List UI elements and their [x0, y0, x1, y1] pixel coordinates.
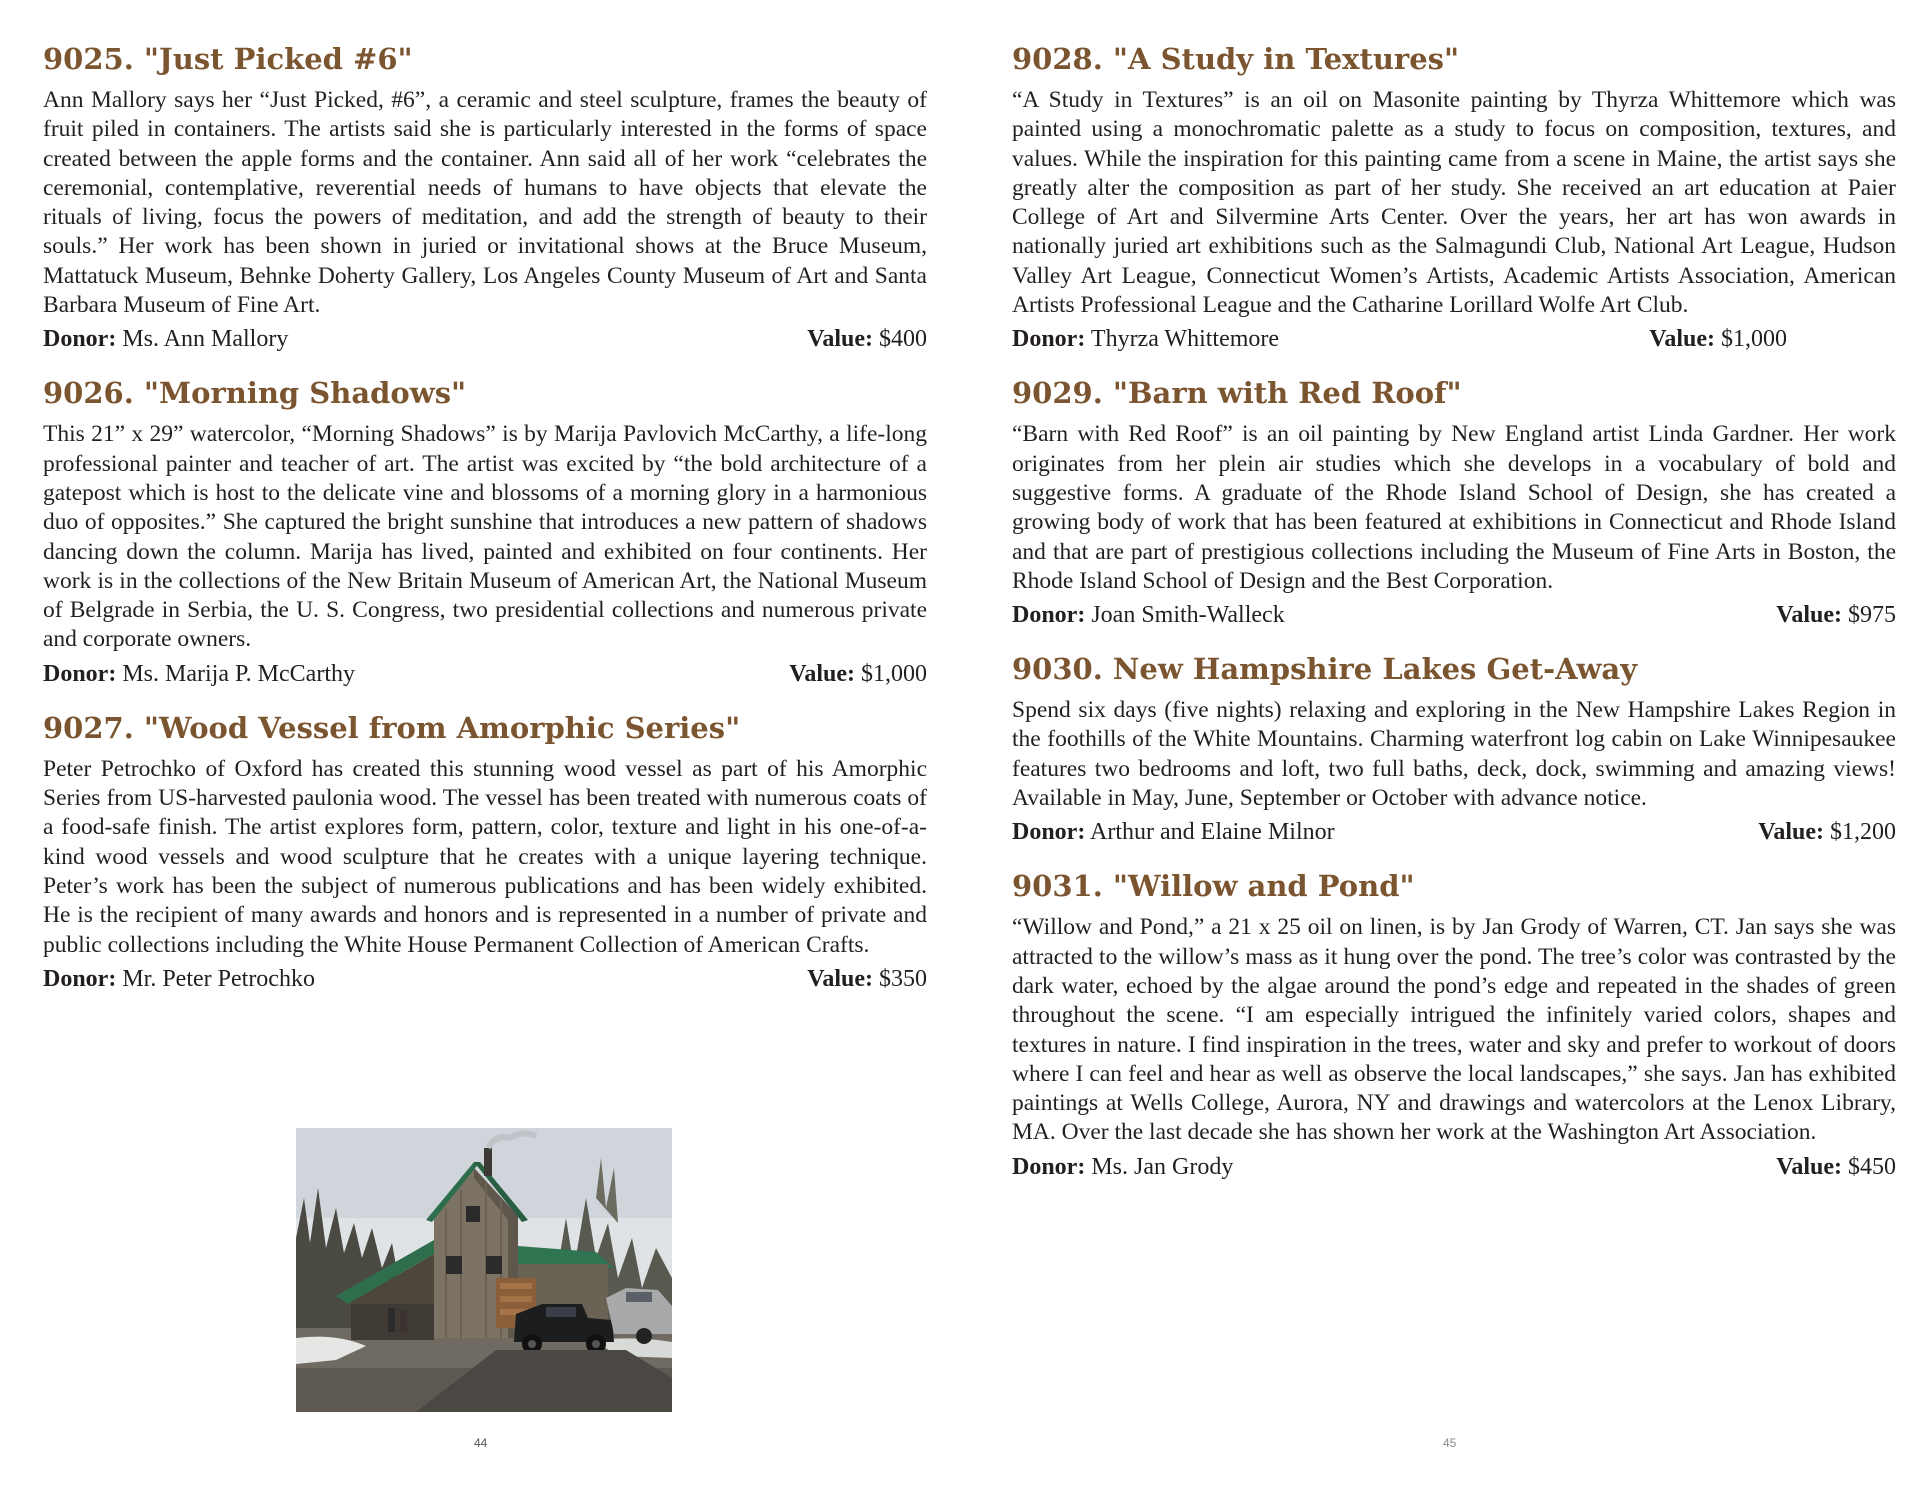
entry-title: 9026. "Morning Shadows" [43, 376, 467, 411]
entry-description: Spend six days (five nights) relaxing and exploring in the New Hampshire Lakes Region in the foothills of the White Mountains. Charming waterfront log cabin on Lake Winnipesaukee features two bedrooms and loft, two full baths, deck, dock, swimming and amazing views! Available in May, June, September or October with advance notice. [1012, 697, 1896, 812]
donor-line [43, 964, 315, 994]
catalog-entry-9030 [1012, 650, 1896, 847]
value-amount: $450 [1848, 1153, 1896, 1180]
entry-title: 9028. "A Study in Textures" [1012, 42, 1460, 76]
donor-name: Ms. Jan Grody [1091, 1153, 1234, 1180]
donor-name: Thyrza Whittemore [1090, 326, 1280, 353]
entry-footer [43, 964, 927, 994]
donor-name: Ms. Marija P. McCarthy [122, 660, 355, 687]
value-amount: $975 [1848, 602, 1896, 629]
value-amount: $400 [879, 326, 927, 353]
donor-name: Arthur and Elaine Milnor [1090, 819, 1335, 846]
value-label: Value: [1758, 819, 1824, 846]
value-line [789, 659, 927, 689]
donor-label: Donor: [43, 326, 117, 353]
entry-description: “Barn with Red Roof” is an oil painting by New England artist Linda Gardner. Her work originates from her plein air studies which she develops in a vocabulary of bold and suggestive forms. A graduate of the Rhode Island School of Design, she has created a growing body of work that has been featured at exhibitions in Connecticut and Rhode Island and that are part of prestigious collections including the Museum of Fine Arts in Boston, the Rhode Island School of Design and the Best Corporation. [1012, 421, 1896, 594]
catalog-entry-9026 [43, 374, 927, 688]
value-label: Value: [1776, 1153, 1842, 1180]
donor-label: Donor: [1012, 1153, 1086, 1180]
entry-footer [1012, 324, 1787, 354]
value-amount: $1,200 [1830, 819, 1896, 846]
donor-label: Donor: [1012, 602, 1086, 629]
value-label: Value: [807, 326, 873, 353]
entry-title: 9030. New Hampshire Lakes Get-Away [1012, 652, 1638, 687]
value-label: Value: [807, 965, 873, 992]
right-page [960, 0, 1920, 1489]
catalog-entry-9028 [1012, 40, 1896, 354]
value-line [1776, 1152, 1896, 1182]
catalog-entry-9029 [1012, 374, 1896, 630]
donor-label: Donor: [43, 965, 117, 992]
donor-line [43, 659, 355, 689]
value-line [1776, 600, 1896, 630]
entry-description: This 21” x 29” watercolor, “Morning Shadows” is by Marija Pavlovich McCarthy, a life-long professional painter and teacher of art. The artist was excited by “the bold architecture of a gatepost which is host to the delicate vine and blossoms of a morning glory in a harmonious duo of opposites.” She captured the bright sunshine that introduces a new pattern of shadows dancing down the column. Marija has lived, painted and exhibited on four continents. Her work is in the collections of the New Britain Museum of American Art, the National Museum of Belgrade in Serbia, the U. S. Congress, two presidential collections and numerous private and corporate owners. [43, 421, 927, 653]
donor-name: Ms. Ann Mallory [122, 326, 289, 353]
entry-title: 9027. "Wood Vessel from Amorphic Series" [43, 710, 741, 745]
donor-line [1012, 600, 1285, 630]
entry-footer [43, 659, 927, 689]
catalog-entry-9031 [1012, 867, 1896, 1181]
donor-name: Joan Smith-Walleck [1091, 602, 1285, 629]
page-number: 45 [1443, 1436, 1457, 1450]
catalog-entry-9025 [43, 40, 927, 354]
left-column [43, 40, 927, 1014]
entry-title: 9025. "Just Picked #6" [43, 42, 413, 76]
entry-footer [1012, 1152, 1896, 1182]
donor-line [43, 324, 288, 354]
value-line [807, 324, 927, 354]
entry-description: Peter Petrochko of Oxford has created this stunning wood vessel as part of his Amorphic Series from US-harvested paulonia wood. The vessel has been treated with numerous coats of a food-safe finish. The artist explores form, pattern, color, texture and light in his one-of-a-kind wood vessels and wood sculpture that he creates with a unique layering technique. Peter’s work has been the subject of numerous publications and has been widely exhibited. He is the recipient of many awards and honors and is represented in a number of private and public collections including the White House Permanent Collection of American Crafts. [43, 755, 927, 958]
entry-description: “A Study in Textures” is an oil on Masonite painting by Thyrza Whittemore which was painted using a monochromatic palette as a study to focus on composition, textures, and values. While the inspiration for this painting came from a scene in Maine, the artist says she greatly alter the composition as part of her study. She received an art education at Paier College of Art and Silvermine Arts Center. Over the years, her art has won awards in nationally juried art exhibitions such as the Salmagundi Club, National Art League, Hudson Valley Art League, Connecticut Women’s Artists, Academic Artists Association, American Artists Professional League and the Catharine Lorillard Wolfe Art Club. [1012, 87, 1896, 319]
barn-photo [296, 1128, 672, 1412]
catalog-entry-9027 [43, 709, 927, 994]
value-label: Value: [1776, 602, 1842, 629]
value-label: Value: [789, 660, 855, 687]
value-line [807, 964, 927, 994]
entry-description: Ann Mallory says her “Just Picked, #6”, a ceramic and steel sculpture, frames the beauty of fruit piled in containers. The artists said she is particularly interested in the forms of space created between the apple forms and the container. Ann said all of her work “celebrates the ceremonial, contemplative, reverential needs of humans to have objects that elevate the rituals of living, focus the powers of meditation, and add the strength of beauty to their souls.” Her work has been shown in juried or invitational shows at the Bruce Museum, Mattatuck Museum, Behnke Doherty Gallery, Los Angeles County Museum of Art and Santa Barbara Museum of Fine Art. [43, 87, 927, 319]
donor-label: Donor: [43, 660, 117, 687]
value-label: Value: [1649, 326, 1715, 353]
page-number: 44 [474, 1436, 488, 1450]
donor-line [1012, 817, 1335, 847]
value-amount: $1,000 [861, 660, 927, 687]
donor-name: Mr. Peter Petrochko [122, 965, 315, 992]
value-amount: $1,000 [1721, 326, 1787, 353]
entry-description: “Willow and Pond,” a 21 x 25 oil on linen, is by Jan Grody of Warren, CT. Jan says she was attracted to the willow’s mass as it hung over the pond. The tree’s color was contrasted by the dark water, echoed by the algae around the pond’s edge and repeated in the shades of green throughout the scene. “I am especially intrigued the infinitely varied colors, shapes and textures in nature. I find inspiration in the trees, water and sky and prefer to workout of doors where I can feel and hear as well as observe the local landscapes,” she says. Jan has exhibited paintings at Wells College, Aurora, NY and drawings and watercolors at the Lenox Library, MA. Over the last decade she has shown her work at the Washington Art Association. [1012, 914, 1896, 1146]
entry-footer [1012, 817, 1896, 847]
value-line [1649, 324, 1787, 354]
value-line [1758, 817, 1896, 847]
donor-label: Donor: [1012, 819, 1086, 846]
right-column [1012, 40, 1896, 1202]
entry-title: 9031. "Willow and Pond" [1012, 869, 1415, 904]
entry-footer [1012, 600, 1896, 630]
donor-line [1012, 1152, 1233, 1182]
entry-title: 9029. "Barn with Red Roof" [1012, 376, 1462, 411]
entry-footer [43, 324, 927, 354]
donor-label: Donor: [1012, 326, 1086, 353]
donor-line [1012, 324, 1279, 354]
value-amount: $350 [879, 965, 927, 992]
